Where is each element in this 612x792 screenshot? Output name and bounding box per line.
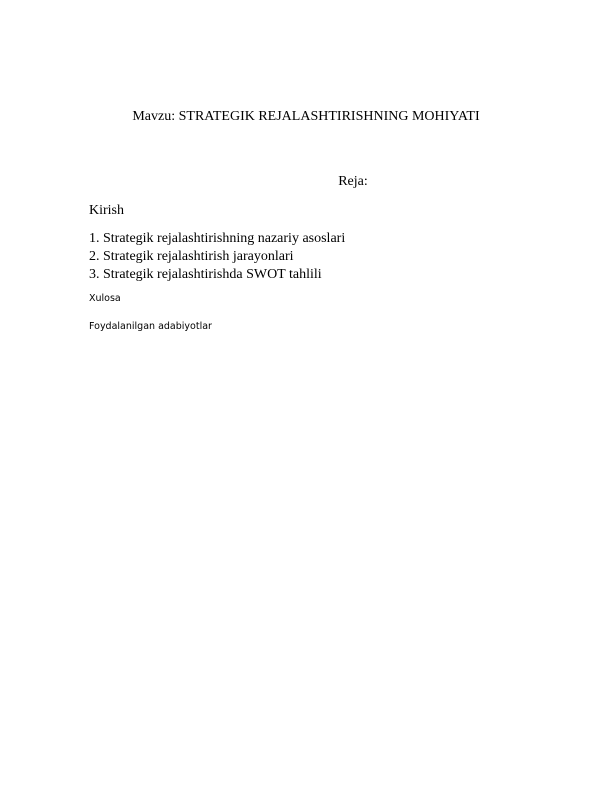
plan-section-item: 1. Strategik rejalashtirishning nazariy asoslari [89, 231, 346, 246]
topic-title: Mavzu: STRATEGIK REJALASHTIRISHNING MOHIYATI [132, 109, 480, 124]
plan-item-intro: Kirish [89, 203, 124, 218]
plan-section-list [89, 230, 345, 284]
plan-heading: Reja: [338, 174, 368, 189]
plan-section-item: 2. Strategik rejalashtirish jarayonlari [89, 249, 294, 264]
plan-item-conclusion: Xulosa [89, 293, 121, 304]
plan-item-references: Foydalanilgan adabiyotlar [89, 321, 212, 332]
plan-section-item: 3. Strategik rejalashtirishda SWOT tahlili [89, 267, 322, 282]
